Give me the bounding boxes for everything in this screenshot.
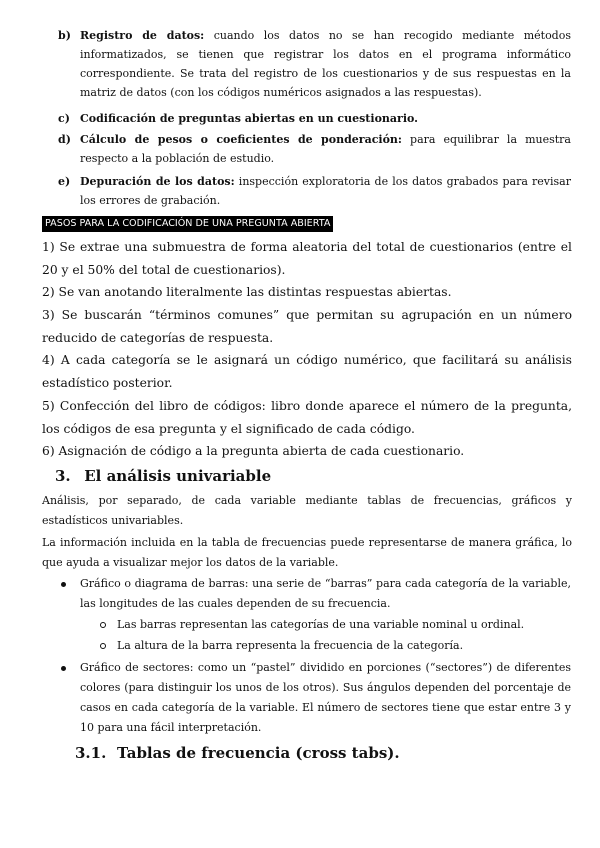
- list-item-text: para equilibrar la muestra respecto a la población de estudio.: [80, 133, 571, 165]
- list-item-term: Registro de datos:: [80, 29, 205, 42]
- subsection-number: 3.1.: [75, 744, 107, 762]
- bullet-icon: [61, 666, 66, 671]
- step-4: 4) A cada categoría se le asignará un código numérico, que facilitará su análisis estadístico posterior.: [42, 353, 572, 390]
- subsection-title: [75, 742, 400, 764]
- section-title: [55, 466, 271, 486]
- list-item-text: cuando los datos no se han recogido mediante métodos informatizados, se tienen que registrar los datos en el programa informático correspondiente. Se trata del registro de los cuestionarios y de sus respuestas en la matriz de datos (con los códigos numéricos asignados a las respuestas).: [80, 29, 571, 99]
- list-letter: e): [58, 175, 71, 188]
- list-item-body: [80, 26, 571, 102]
- list-letter: c): [58, 112, 70, 125]
- sub-bullet-item: Las barras representan las categorías de una variable nominal u ordinal.: [117, 618, 525, 631]
- paragraph-intro: Análisis, por separado, de cada variable mediante tablas de frecuencias, gráficos y estadísticos univariables.: [42, 494, 572, 527]
- list-item-term: Codificación de preguntas abiertas en un cuestionario.: [80, 112, 418, 125]
- list-item-body: [80, 130, 571, 168]
- list-letter: b): [58, 29, 71, 42]
- step-1: 1) Se extrae una submuestra de forma aleatoria del total de cuestionarios (entre el 20 y el 50% del total de cuestionarios).: [42, 240, 572, 277]
- list-item-body: [80, 109, 571, 128]
- bullet-item-pie-chart: Gráfico de sectores: como un “pastel” dividido en porciones (“sectores”) de diferentes colores (para distinguir los unos de los otros). Sus ángulos dependen del porcentaje de casos en cada categoría de la variable. El número de sectores tiene que estar entre 3 y 10 para una fácil interpretación.: [80, 661, 571, 734]
- list-item-text: inspección exploratoria de los datos grabados para revisar los errores de grabación.: [80, 175, 571, 207]
- codification-steps-heading: PASOS PARA LA CODIFICACIÓN DE UNA PREGUNTA ABIERTA: [42, 216, 333, 232]
- step-6: 6) Asignación de código a la pregunta abierta de cada cuestionario.: [42, 444, 465, 458]
- section-title-text: El análisis univariable: [84, 467, 272, 485]
- step-2: 2) Se van anotando literalmente las distintas respuestas abiertas.: [42, 285, 452, 299]
- circle-bullet-icon: [100, 622, 106, 628]
- list-letter: d): [58, 133, 71, 146]
- sub-bullet-item: La altura de la barra representa la frecuencia de la categoría.: [117, 639, 464, 652]
- step-3: 3) Se buscarán “términos comunes” que permitan su agrupación en un número reducido de categorías de respuesta.: [42, 308, 572, 345]
- subsection-title-text: Tablas de frecuencia (cross tabs).: [117, 744, 400, 762]
- bullet-item-bar-chart: Gráfico o diagrama de barras: una serie de “barras” para cada categoría de la variable, las longitudes de las cuales dependen de su frecuencia.: [80, 577, 571, 610]
- bullet-icon: [61, 582, 66, 587]
- section-number: 3.: [55, 467, 71, 485]
- circle-bullet-icon: [100, 643, 106, 649]
- list-item-term: Depuración de los datos:: [80, 175, 235, 188]
- list-item-body: [80, 172, 571, 210]
- step-5: 5) Confección del libro de códigos: libro donde aparece el número de la pregunta, los códigos de esa pregunta y el significado de cada código.: [42, 399, 572, 436]
- paragraph-frequency-table: La información incluida en la tabla de frecuencias puede representarse de manera gráfica, lo que ayuda a visualizar mejor los datos de la variable.: [42, 536, 572, 569]
- list-item-term: Cálculo de pesos o coeficientes de ponderación:: [80, 133, 402, 146]
